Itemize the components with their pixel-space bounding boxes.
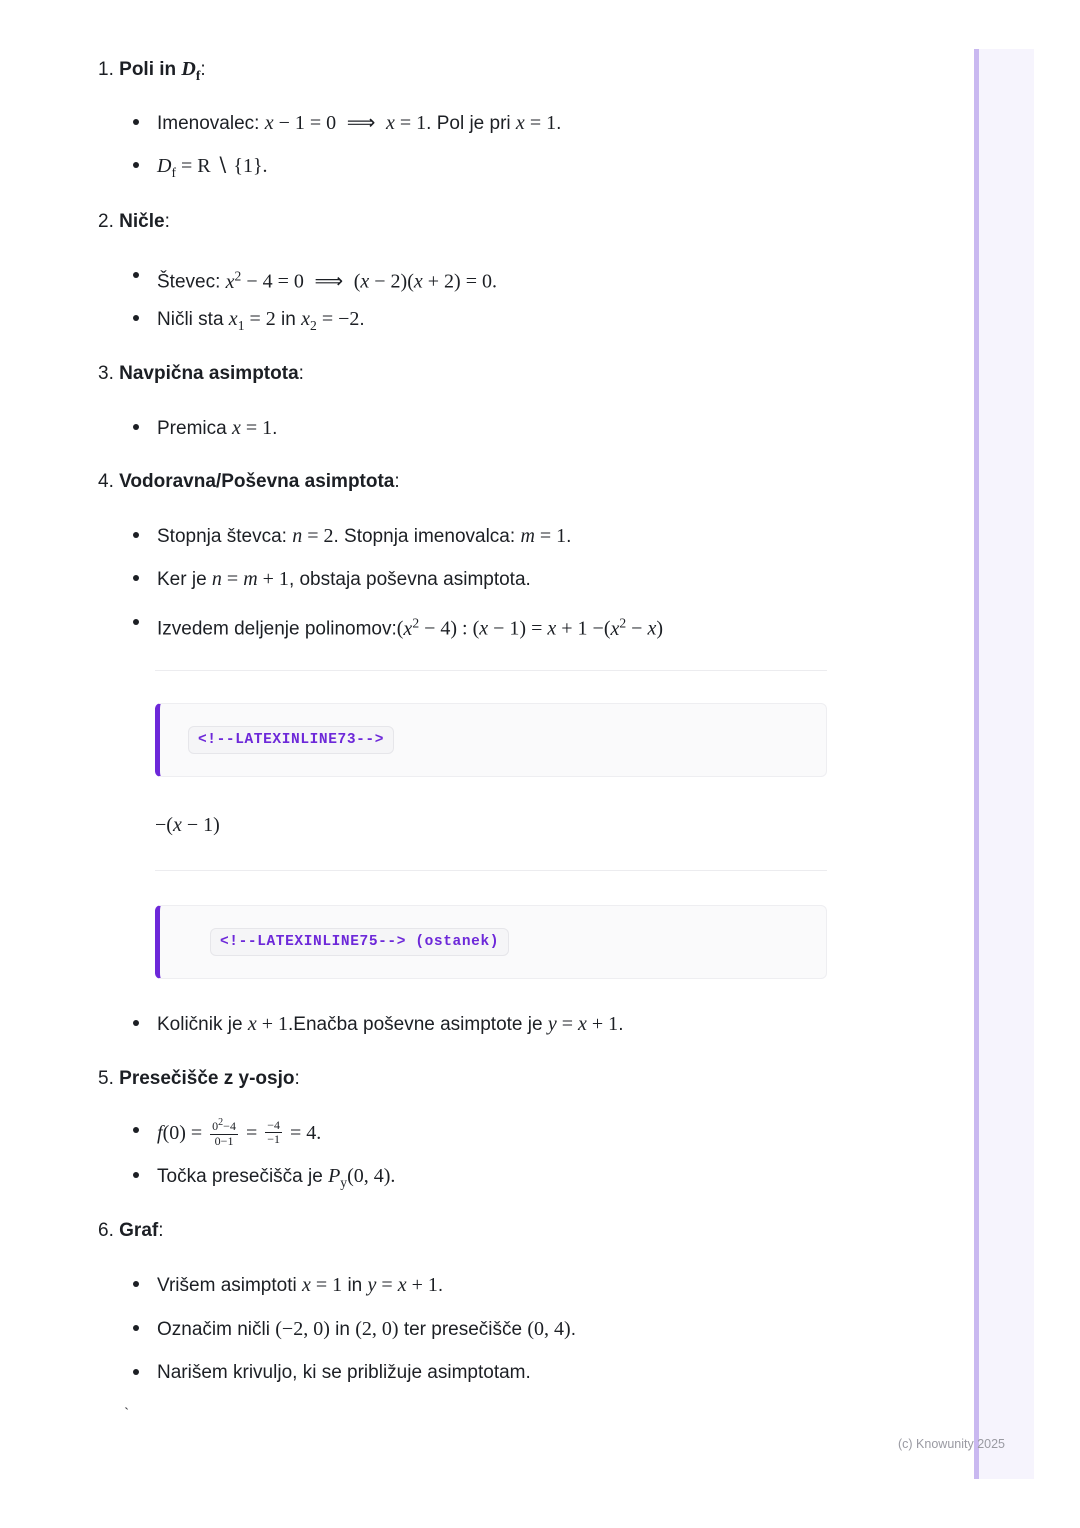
list-item [133,610,663,643]
bullet-dot [133,1127,139,1133]
section-number-6: 6. [98,1220,114,1241]
bullet-dot [133,1369,139,1375]
section-heading-2 [98,209,170,235]
section-colon-6: : [158,1220,164,1241]
section-title-1: Poli in [119,59,182,80]
list-item [133,415,277,442]
section-heading-6 [98,1218,164,1244]
bullet-dot [133,1172,139,1178]
bullet-dot [133,424,139,430]
stray-backtick: ` [122,1406,132,1423]
divider [155,870,827,871]
list-item-text: Vrišem asimptoti x = 1 in y = x + 1. [157,1274,444,1296]
fraction-f0: $\frac{0^2-4}{0-1}$ [212,1117,236,1148]
section-colon-4: : [394,471,400,492]
section-title-5: Presečišče z y-osjo [119,1068,295,1089]
list-item [133,1360,531,1386]
right-side-panel [974,49,1034,1479]
list-item [133,1011,623,1038]
bullet-dot [133,162,139,168]
section-heading-4 [98,469,400,495]
divider [155,670,827,671]
fraction-minus4-minus1: $\frac{-4}{-1}$ [267,1117,281,1147]
list-item-text: Premica x = 1. [157,417,278,439]
section-number-5: 5. [98,1068,114,1089]
list-item-text: Ker je n = m + 1, obstaja poševna asimptota. [157,568,531,590]
bullet-dot [133,315,139,321]
section-heading-5 [98,1066,300,1092]
list-item-text: Ničli sta $x_1 = 2$ in $x_2 = -2$. [157,308,365,333]
section-colon-2: : [164,211,170,232]
list-item [133,1118,321,1150]
bullet-dot [133,619,139,625]
math-expression-line: −(x − 1) [155,814,220,836]
section-colon-3: : [298,363,304,384]
list-item [133,153,268,186]
list-item [133,1316,576,1343]
list-item-text: Števec: $x^2 - 4 = 0$ ⟹ (x − 2)(x + 2) = 0. [157,268,497,293]
footer-copyright: (c) Knowunity 2025 [898,1437,1006,1451]
list-item-text: $D_f = R$ ∖ {1}. [157,155,268,180]
bullet-dot [133,532,139,538]
list-item-text: Količnik je x + 1.Enačba poševne asimptote je y = x + 1. [157,1013,624,1035]
list-item-text: Izvedem deljenje $polinomov:(x^2 - 4)$ : $(x - 1) = x + 1 -(x^2 - x)$ [157,615,664,640]
list-item [133,1272,443,1299]
section-heading-3 [98,361,304,387]
bullet-dot [133,1281,139,1287]
bullet-dot [133,272,139,278]
list-item [133,110,561,137]
section-colon-1: : [200,59,206,80]
list-item [133,566,531,593]
section-title-2: Ničle [119,211,165,232]
list-item-text: Točka presečišča je $P_y(0$, 4). [157,1165,396,1190]
inline-code-badge: <!--LATEXINLINE75--> (ostanek) [210,928,509,956]
section-title-4: Vodoravna/Poševna asimptota [119,471,395,492]
section-number-4: 4. [98,471,114,492]
section-number-2: 2. [98,211,114,232]
section-number-1: 1. [98,59,114,80]
list-item-text: Stopnja števca: n = 2. Stopnja imenovalca: m = 1. [157,525,572,547]
section-heading-1 [98,56,206,89]
code-block-latexinline75 [155,905,827,979]
section-number-3: 3. [98,363,114,384]
bullet-dot [133,119,139,125]
bullet-dot [133,575,139,581]
list-item-text: Narišem krivuljo, ki se približuje asimptotam. [157,1362,531,1383]
list-item [133,523,571,550]
section-title-1-math: $D_f$ [181,58,201,83]
list-item [133,263,497,296]
section-colon-5: : [294,1068,300,1089]
list-item-text: f(0) = $\frac{0^2-4}{0-1}$ = $\frac{-4}{-1}$ = 4. [157,1117,322,1148]
bullet-dot [133,1020,139,1026]
list-item [133,306,365,339]
list-item-text: Imenovalec: x − 1 = 0 ⟹ x = 1. Pol je pri x = 1. [157,112,562,134]
bullet-dot [133,1325,139,1331]
list-item [133,1163,395,1196]
list-item-text: Označim ničli (−2, 0) in (2, 0) ter presečišče (0, 4). [157,1318,576,1340]
code-block-latexinline73 [155,703,827,777]
section-title-6: Graf [119,1220,159,1241]
inline-code-badge: <!--LATEXINLINE73--> [188,726,394,754]
section-title-3: Navpična asimptota [119,363,299,384]
